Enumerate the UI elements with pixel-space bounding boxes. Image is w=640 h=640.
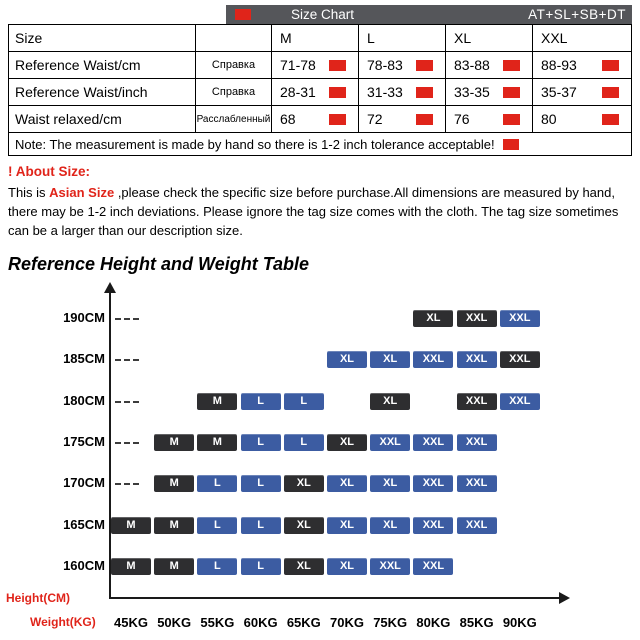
size-table-header	[8, 5, 632, 24]
x-axis-label: Weight(KG)	[30, 615, 96, 629]
weight-label: 65KG	[286, 615, 321, 630]
red-highlight-marker	[602, 60, 619, 71]
row-label: Waist relaxed/cm	[15, 111, 122, 127]
weight-label: 85KG	[459, 615, 494, 630]
height-label: 185CM	[63, 351, 105, 367]
cell-value: 83-88	[454, 57, 490, 73]
weight-label: 60KG	[243, 615, 278, 630]
row-leader-line	[115, 483, 139, 485]
cell-value: 72	[367, 111, 383, 127]
size-box-xl: XL	[327, 517, 367, 534]
size-box-m: M	[154, 558, 194, 575]
product-code-label: AT+SL+SB+DT	[528, 7, 626, 22]
table-row-size	[9, 25, 631, 51]
red-highlight-marker	[329, 114, 346, 125]
value-cell	[532, 52, 631, 78]
size-cell-l: L	[358, 25, 445, 51]
weight-label: 50KG	[157, 615, 192, 630]
header-spacer	[8, 5, 226, 24]
size-box-xl: XL	[327, 475, 367, 492]
row-label: Reference Waist/inch	[15, 84, 148, 100]
note-text: Note: The measurement is made by hand so there is 1-2 inch tolerance acceptable!	[15, 136, 495, 152]
value-cell	[271, 52, 358, 78]
weight-label: 45KG	[114, 615, 148, 630]
cell-value: 33-35	[454, 84, 490, 100]
size-box-xxl: XXL	[457, 393, 497, 410]
value-cell	[358, 52, 445, 78]
height-label: 180CM	[63, 392, 105, 408]
size-box-xxl: XXL	[457, 434, 497, 451]
about-size-text	[8, 183, 634, 240]
cell-value: 76	[454, 111, 470, 127]
size-box-xl: XL	[327, 351, 367, 368]
size-cell-xl: XL	[445, 25, 532, 51]
size-box-xl: XL	[370, 351, 410, 368]
value-cell	[358, 106, 445, 132]
size-box-xxl: XXL	[457, 475, 497, 492]
size-box-l: L	[241, 475, 281, 492]
translation-cell: Справка	[195, 52, 271, 78]
x-axis-arrow-icon	[559, 592, 570, 604]
y-axis-label: Height(CM)	[6, 591, 70, 605]
table-note	[9, 132, 631, 155]
table-row-waist-inch	[9, 78, 631, 105]
value-cell	[445, 79, 532, 105]
height-weight-chart	[0, 279, 640, 631]
size-box-xl: XL	[284, 517, 324, 534]
row-leader-line	[115, 318, 139, 320]
red-highlight-marker	[416, 114, 433, 125]
size-box-m: M	[197, 393, 237, 410]
size-box-xl: XL	[370, 475, 410, 492]
about-text-after: ,please check the specific size before purchase.All dimensions are measured by hand, there may be 1-2 inch deviations. Please ignore the tag size comes with the cloth. The tag size sometimes can be a larger than our description size.	[8, 185, 619, 238]
size-box-l: L	[284, 393, 324, 410]
height-label: 160CM	[63, 557, 105, 573]
size-chart-title: Size Chart	[291, 7, 355, 22]
size-box-l: L	[241, 393, 281, 410]
asian-size-highlight: Asian Size	[49, 185, 115, 200]
x-axis	[109, 597, 561, 599]
size-box-m: M	[197, 434, 237, 451]
red-highlight-marker	[503, 114, 520, 125]
height-label: 170CM	[63, 475, 105, 491]
size-box-xxl: XXL	[413, 517, 453, 534]
cell-value: 35-37	[541, 84, 577, 100]
weight-label: 75KG	[373, 615, 408, 630]
header-band	[226, 5, 632, 24]
red-highlight-marker	[503, 87, 520, 98]
size-box-xxl: XXL	[413, 475, 453, 492]
value-cell	[445, 52, 532, 78]
cell-value: 31-33	[367, 84, 403, 100]
size-box-xxl: XXL	[413, 558, 453, 575]
weight-label: 90KG	[502, 615, 537, 630]
weight-label: 70KG	[330, 615, 364, 630]
value-cell	[532, 106, 631, 132]
size-box-xxl: XXL	[457, 310, 497, 327]
translation-cell: Справка	[195, 79, 271, 105]
size-box-xl: XL	[370, 517, 410, 534]
red-highlight-marker	[329, 60, 346, 71]
size-box-l: L	[197, 558, 237, 575]
red-highlight-marker	[602, 87, 619, 98]
size-box-xl: XL	[413, 310, 453, 327]
size-box-xl: XL	[284, 558, 324, 575]
height-label: 175CM	[63, 433, 105, 449]
cell-value: 80	[541, 111, 557, 127]
red-highlight-marker	[416, 87, 433, 98]
size-box-l: L	[241, 558, 281, 575]
value-cell	[445, 106, 532, 132]
size-cell-m: M	[271, 25, 358, 51]
row-leader-line	[115, 442, 139, 444]
size-box-xxl: XXL	[500, 393, 540, 410]
size-box-l: L	[241, 517, 281, 534]
y-axis	[109, 293, 111, 599]
size-box-l: L	[284, 434, 324, 451]
value-cell	[358, 79, 445, 105]
value-cell	[271, 106, 358, 132]
size-box-xl: XL	[327, 434, 367, 451]
value-cell	[271, 79, 358, 105]
chart-title: Reference Height and Weight Table	[8, 254, 310, 274]
cell-value: 88-93	[541, 57, 577, 73]
size-box-l: L	[241, 434, 281, 451]
value-cell	[532, 79, 631, 105]
height-label: 165CM	[63, 516, 105, 532]
about-size-heading: ! About Size:	[8, 164, 90, 179]
size-box-l: L	[197, 517, 237, 534]
weight-label: 55KG	[200, 615, 235, 630]
size-cell-xxl: XXL	[532, 25, 631, 51]
table-row-waist-relaxed	[9, 105, 631, 132]
red-highlight-marker	[329, 87, 346, 98]
translation-cell: Расслабленный	[195, 106, 271, 132]
red-highlight-marker	[602, 114, 619, 125]
red-highlight-marker	[503, 139, 519, 150]
cell-value: 68	[280, 111, 296, 127]
translation-cell	[195, 25, 271, 51]
table-row-waist-cm	[9, 51, 631, 78]
cell-value: 78-83	[367, 57, 403, 73]
size-box-xxl: XXL	[500, 351, 540, 368]
size-box-xxl: XXL	[457, 517, 497, 534]
row-label: Reference Waist/cm	[15, 57, 141, 73]
size-box-l: L	[197, 475, 237, 492]
size-box-m: M	[154, 434, 194, 451]
size-box-xxl: XXL	[500, 310, 540, 327]
size-box-xl: XL	[327, 558, 367, 575]
about-text-before: This is	[8, 185, 50, 200]
size-box-m: M	[154, 517, 194, 534]
y-axis-arrow-icon	[104, 282, 116, 293]
size-box-xxl: XXL	[413, 351, 453, 368]
red-highlight-marker	[416, 60, 433, 71]
size-table	[8, 24, 632, 156]
cell-value: 28-31	[280, 84, 316, 100]
row-leader-line	[115, 359, 139, 361]
size-box-xl: XL	[284, 475, 324, 492]
size-box-xxl: XXL	[457, 351, 497, 368]
red-highlight-marker	[235, 9, 251, 20]
row-label: Size	[15, 30, 43, 46]
size-box-m: M	[154, 475, 194, 492]
size-box-xxl: XXL	[413, 434, 453, 451]
height-label: 190CM	[63, 310, 105, 325]
size-box-xxl: XXL	[370, 558, 410, 575]
cell-value: 71-78	[280, 57, 316, 73]
size-box-m: M	[111, 517, 151, 534]
size-box-xl: XL	[370, 393, 410, 410]
red-highlight-marker	[503, 60, 520, 71]
weight-label: 80KG	[416, 615, 451, 630]
size-box-m: M	[111, 558, 151, 575]
size-box-xxl: XXL	[370, 434, 410, 451]
row-leader-line	[115, 401, 139, 403]
